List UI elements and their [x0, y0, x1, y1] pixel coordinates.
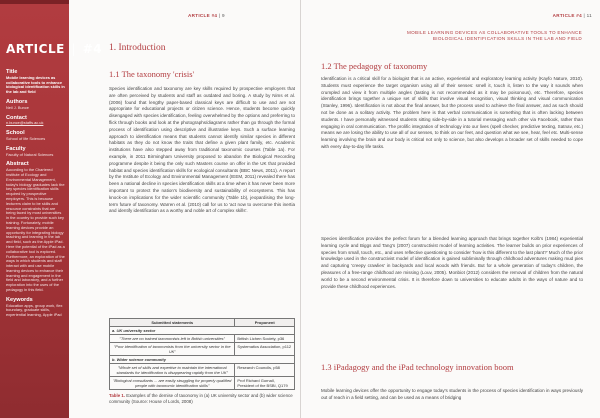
- subsection-heading-ipadagogy: 1.3 iPadagogy and the iPad technology innovation boom: [321, 362, 514, 372]
- article-topic-line: MOBILE LEARNING DEVICES AS COLLABORATIVE TOOLS TO ENHANCE BIOLOGICAL IDENTIFICATION SKILLS IN THE LAB AND FIELD: [407, 30, 582, 41]
- article-label-word: ARTICLE: [6, 42, 65, 56]
- keywords-text: Education apps, group work, flex boundary, graduate skills, experiential learning, Apple iPad: [6, 302, 63, 318]
- table-cell-statement: "Poor identification of taxonomists from the university sector in the UK": [110, 343, 235, 356]
- table-cell-proponent: British Lichen Society, p36: [235, 335, 295, 343]
- keywords-heading: Keywords: [6, 296, 33, 303]
- authors-heading: Authors: [6, 98, 28, 105]
- body-paragraph-taxonomy-crisis: Species identification and taxonomy are key skills required by prospective employers that are often perceived by students and staff as outdated and boring. A study by Nims et al. (2006) found that lengthy paper-based classical keys are difficult to use and are not appropriate for educational projects or citizen science. Hence, students become quickly disengaged with species identification, feeling overwhelmed by the options and preferring to flick through books and look at the photographs/diagrams rather than go through the formal process of identification using descriptive and illustrative keys. Such a surface learning approach to identification means that students cannot identify similar species in different habitats as they do not know the traits that define a given plant family, etc. Academic institutions have also stepped away from traditional taxonomic courses (Table 1a). For example, in 2011 Birmingham University proposed to abandon the Biological Recording programme despite it being the only such Masters course on offer in the UK that provided habitat and species identification skills for ecological consultants (BBC News, 2011). A report by the Institute of Ecology and Environmental Management (IEEM, 2011) revealed there has been a national decline in species identification skills at a time when it has never been more important to protect the nation's biodiversity and sustainability of ecosystems. This has knock-on implications for the wider scientific community (Table 1b), jeopardising the long-term future of taxonomy. Warren et al. (2010) call for us to 'act now to overcome this inertia and identify identification as a worthy and noble art of complex skills'.: [109, 86, 295, 214]
- table-1: [109, 318, 295, 405]
- table-section-b: b. Wider science community: [110, 356, 295, 364]
- table-row: [110, 335, 295, 343]
- body-paragraph-pedagogy-1: Identification is a critical skill for a biologist that is an active, experiential and exploratory learning activity (Kayfo Nature, 2010). Students must experience the target organism using all of their senses: smell it, touch it, listen to the way it sounds when crumpled and view it from multiple angles (tasting is not recommended as it may be poisonous), etc. Therefore, species identification brings together a unique set of skills that involve visual recognition, visual thinking and visual communication (Stanley, 1996). Identification is not about the final answer, but the process used to achieve the final answer, and as such should not be done as a solitary activity. The problem here is that verbal communication is something that is often lacking between students. I have personally witnessed students sitting side-by-side in a tutorial messaging each other via Facebook, rather than engaging in oral communication. The prolific integration of technology into our lives (spell checker, predictive texting, Satnav, etc.) means we are losing the ability to use all of our senses, to think on our feet, and question what we see, hear, feel etc. Multi-sense learning involving the brain and our body is critical not only to science, but also develops a broader set of skills needed to cope with every day-to-day life tasks.: [321, 76, 583, 149]
- table-cell-statement: "There are no trained taxonomists left in British universities": [110, 335, 235, 343]
- abstract-heading: Abstract: [6, 161, 29, 168]
- body-paragraph-ipadagogy: Mobile learning devices offer the opportunity to engage today's students in the process of species identification in ways previously out of reach in a field setting, and can be used as a means of bridging: [321, 388, 583, 400]
- table-section-a: a. UK university sector: [110, 327, 295, 335]
- title-heading: Title: [6, 69, 18, 75]
- sidebar-tab-mark: [0, 0, 69, 4]
- table-cell-proponent: Prof Richard Gornall, President of the BSBI, Q179: [235, 377, 295, 390]
- table-row: [110, 327, 295, 335]
- subsection-heading-taxonomy-crisis: 1.1 The taxonomy 'crisis': [109, 69, 195, 79]
- table-caption: [109, 393, 295, 405]
- article-sidebar: [0, 0, 69, 418]
- running-head-page-right: | 11: [583, 13, 592, 18]
- contact-email-link[interactable]: n.bunce@staffs.ac.uk: [6, 120, 44, 126]
- school-text: School of life Sciences: [6, 135, 46, 141]
- table-row: [110, 377, 295, 390]
- title-text: Mobile learning devices as collaborative tools to enhance biological identification skills in the lab and field: [6, 74, 65, 95]
- school-heading: School: [6, 130, 25, 137]
- table-header-row: [110, 319, 295, 327]
- faculty-text: Faculty of Natural Sciences: [6, 151, 54, 157]
- running-head-article: ARTICLE #4: [188, 13, 218, 18]
- abstract-text: According to the Chartered Institute of Ecology and Environmental Management, today's biology graduates lack the key species identification skills required by prospective employers. This is because lecturers claim to be skills and resource constraints that are being faced by most universities in the country to provide such key training. Fortunately, mobile learning devices provide an opportunity for integrating biology teaching and learning in the lab and field, such as the Apple iPad. Here the potential of the iPad as a collaborative tool is explored. Furthermore, an exploration of the ways in which students and staff interact with and use mobile learning devices to enhance their learning and engagement in the field and laboratory, and a further exploration into the uses of the pedagogy in this field.: [6, 167, 65, 293]
- right-page: [300, 0, 600, 418]
- taxonomy-statements-table: [109, 318, 295, 390]
- table-caption-text: Examples of the demise of taxonomy in (a) UK university sector and (b) wider science community (Source: House of Lords, 2008): [109, 393, 293, 404]
- table-cell-statement: "Biological consultants ... are easily struggling for properly qualified people with taxonomic identification skills": [110, 377, 235, 390]
- running-head-page: | 9: [218, 13, 225, 18]
- table-caption-label: Table 1.: [109, 393, 126, 398]
- table-cell-statement: "Whole set of skills and expertise to maintain the international standards for identification is disappearing rapidly from the UK": [110, 364, 235, 377]
- authors-text: Neil J. Bunce: [6, 104, 29, 110]
- faculty-heading: Faculty: [6, 145, 26, 152]
- table-header-proponent: Proponent: [235, 319, 295, 327]
- article-number-label: [6, 42, 103, 56]
- subsection-heading-pedagogy: 1.2 The pedagogy of taxonomy: [321, 61, 428, 71]
- contact-heading: Contact: [6, 114, 27, 121]
- article-metadata: [6, 70, 65, 318]
- running-head-left: [188, 13, 225, 18]
- running-head-right: [553, 13, 592, 18]
- table-row: [110, 343, 295, 356]
- running-head-article-right: ARTICLE #4: [552, 13, 582, 18]
- table-cell-proponent: Systematics Association, p112: [235, 343, 295, 356]
- article-label-separator: |: [71, 42, 77, 56]
- article-label-number: #4: [82, 42, 103, 56]
- table-row: [110, 356, 295, 364]
- table-cell-proponent: Research Councils, p58: [235, 364, 295, 377]
- table-row: [110, 364, 295, 377]
- section-heading-introduction: 1. Introduction: [109, 43, 166, 53]
- table-header-statement: Submitted statements: [110, 319, 235, 327]
- body-paragraph-pedagogy-2: Species identification provides the perfect forum for a blended learning approach that brings together Kolb's (1984) experiential learning cycle and Biggs and Tang's (2007) constructivist model of learning activities. The learner builds on prior experiences of species from small, touch, etc., and uses reflective questioning to consider 'how is this different to the last plant?' Much of the prior knowledge used in the constructivist model of identification is gained subliminally through childhood adventures making mud pies and capturing 'creepy crawlies' in backyards and local woods with friends. But for a whole generation of today's children, the pleasures of a free-range childhood are missing (Louv, 2005). Monbiot (2012) considers the removal of children from the natural world to be a second environmental crisis. It is therefore down to universities to educate adults in the ways of nature and to provide these childhood experiences.: [321, 236, 583, 289]
